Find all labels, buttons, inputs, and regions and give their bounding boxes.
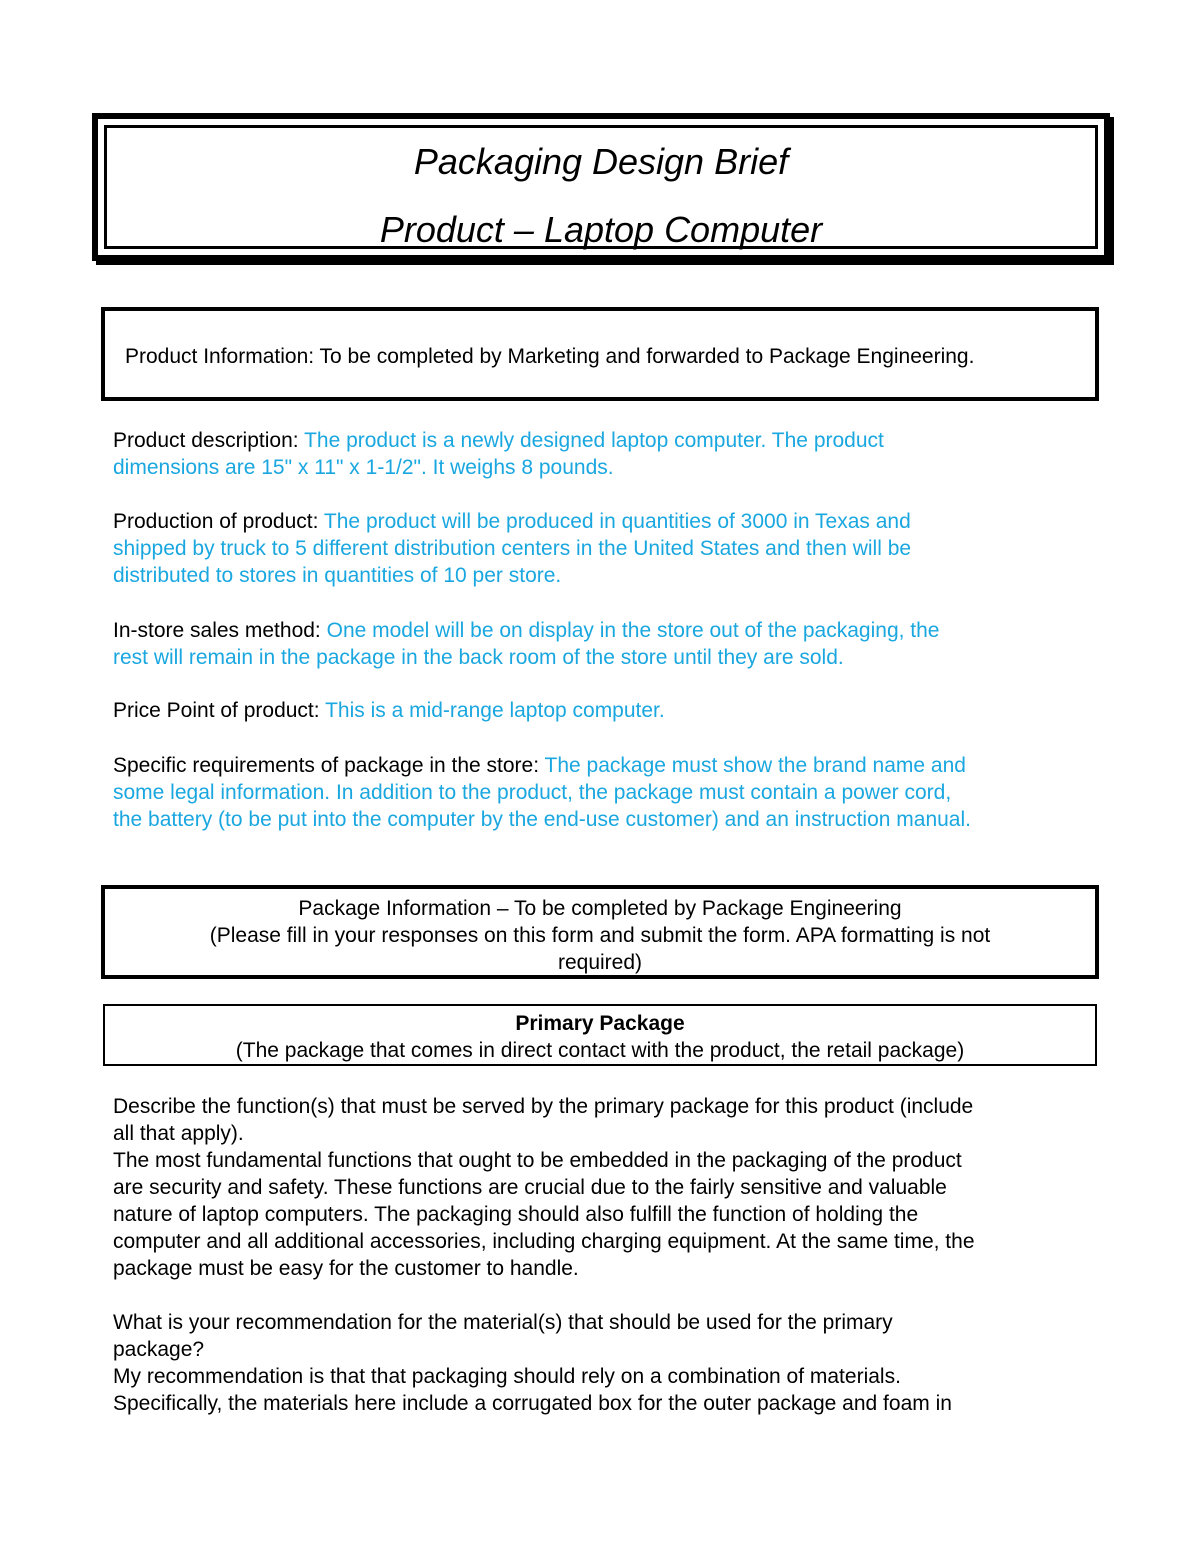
answer-text: Specifically, the materials here include a corrugated box for the outer package and foam in (113, 1392, 952, 1415)
field-value: dimensions are 15" x 11" x 1-1/2". It weighs 8 pounds. (113, 456, 614, 479)
in-store-sales-field (113, 617, 940, 671)
package-info-heading: Package Information – To be completed by Package Engineering (298, 897, 902, 920)
price-point-field (113, 697, 665, 724)
field-value: rest will remain in the package in the back room of the store until they are sold. (113, 646, 844, 669)
document-title: Packaging Design Brief (413, 141, 789, 182)
answer-text: are security and safety. These functions are crucial due to the fairly sensitive and valuable (113, 1176, 947, 1199)
product-info-box (101, 307, 1099, 401)
answer-text: nature of laptop computers. The packaging should also fulfill the function of holding the (113, 1203, 919, 1226)
question-text: package? (113, 1338, 205, 1361)
field-label: Production of product: (113, 510, 324, 533)
field-value: The product will be produced in quantities of 3000 in Texas and (323, 510, 911, 533)
package-info-box (101, 885, 1099, 979)
field-value: shipped by truck to 5 different distribution centers in the United States and then will be (113, 537, 912, 560)
field-label: Specific requirements of package in the store: (113, 754, 545, 777)
question-materials (113, 1309, 952, 1417)
primary-package-subtitle: (The package that comes in direct contact with the product, the retail package) (235, 1039, 965, 1062)
answer-text: package must be easy for the customer to handle. (113, 1257, 579, 1280)
question-text: Describe the function(s) that must be served by the primary package for this product (include (113, 1095, 974, 1118)
question-functions (113, 1093, 975, 1282)
product-description-field (113, 427, 884, 481)
field-value: This is a mid-range laptop computer. (325, 699, 665, 722)
primary-package-box (103, 1004, 1097, 1066)
answer-text: computer and all additional accessories, including charging equipment. At the same time, the (113, 1230, 975, 1253)
field-label: Price Point of product: (113, 699, 326, 722)
package-info-instructions-cont: required) (557, 951, 643, 974)
field-label: Product description: (113, 429, 305, 452)
answer-text: My recommendation is that that packaging should rely on a combination of materials. (113, 1365, 901, 1388)
question-text: What is your recommendation for the material(s) that should be used for the primary (113, 1311, 893, 1334)
primary-package-heading: Primary Package (515, 1012, 685, 1035)
field-value: One model will be on display in the store out of the packaging, the (326, 619, 940, 642)
title-box (92, 113, 1110, 261)
product-info-text: Product Information: To be completed by Marketing and forwarded to Package Engineering. (125, 345, 975, 368)
package-info-instructions: (Please fill in your responses on this form and submit the form. APA formatting is not (209, 924, 991, 947)
specific-requirements-field (113, 752, 971, 833)
title-box-inner-border (104, 125, 1098, 249)
field-value: The package must show the brand name and (544, 754, 966, 777)
field-label: In-store sales method: (113, 619, 327, 642)
production-field (113, 508, 911, 589)
field-value: the battery (to be put into the computer by the end-use customer) and an instruction manual. (113, 808, 971, 831)
document-subtitle: Product – Laptop Computer (379, 209, 823, 250)
field-value: some legal information. In addition to the product, the package must contain a power cord, (113, 781, 952, 804)
answer-text: The most fundamental functions that ought to be embedded in the packaging of the product (113, 1149, 962, 1172)
field-value: distributed to stores in quantities of 10 per store. (113, 564, 562, 587)
field-value: The product is a newly designed laptop computer. The product (304, 429, 884, 452)
question-text: all that apply). (113, 1122, 244, 1145)
